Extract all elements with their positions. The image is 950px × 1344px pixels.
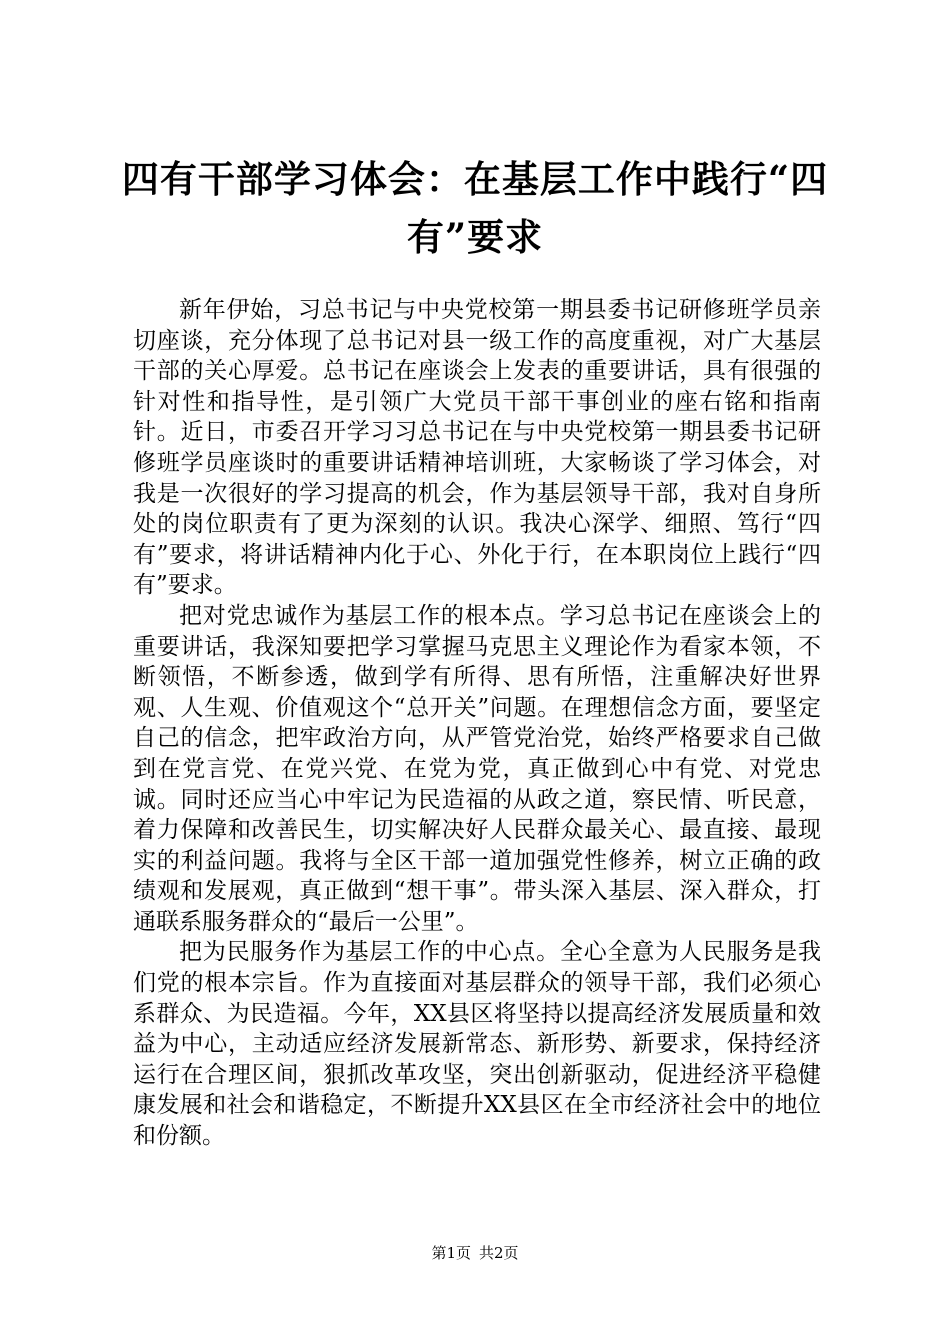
paragraph-1: 新年伊始，习总书记与中央党校第一期县委书记研修班学员亲切座谈，充分体现了总书记对县一级工作的高度重视，对广大基层干部的关心厚爱。总书记在座谈会上发表的重要讲话，具有很强的针对性和指导性，是引领广大党员干部干事创业的座右铭和指南针。近日，市委召开学习习总书记在与中央党校第一期县委书记研修班学员座谈时的重要讲话精神培训班，大家畅谈了学习体会，对我是一次很好的学习提高的机会，作为基层领导干部，我对自身所处的岗位职责有了更为深刻的认识。我决心深学、细照、笃行“四有”要求，将讲话精神内化于心、外化于行，在本职岗位上践行“四有”要求。 (133, 297, 821, 599)
paragraph-2: 把对党忠诚作为基层工作的根本点。学习总书记在座谈会上的重要讲话，我深知要把学习掌握马克思主义理论作为看家本领，不断领悟，不断参透，做到学有所得、思有所悟，注重解决好世界观、人生观、价值观这个“总开关”问题。在理想信念方面，要坚定自己的信念，把牢政治方向，从严管党治党，始终严格要求自己做到在党言党、在党兴党、在党为党，真正做到心中有党、对党忠诚。同时还应当心中牢记为民造福的从政之道，察民情、听民意，着力保障和改善民生，切实解决好人民群众最关心、最直接、最现实的利益问题。我将与全区干部一道加强党性修养，树立正确的政绩观和发展观，真正做到“想干事”。带头深入基层、深入群众，打通联系服务群众的“最后一公里”。 (133, 602, 821, 935)
page-total: 共2页 (479, 1244, 519, 1262)
paragraph-3: 把为民服务作为基层工作的中心点。全心全意为人民服务是我们党的根本宗旨。作为直接面对基层群众的领导干部，我们必须心系群众、为民造福。今年，XX县区将坚持以提高经济发展质量和效益为中心，主动适应经济发展新常态、新形势、新要求，保持经济运行在合理区间，狠抓改革攻坚，突出创新驱动，促进经济平稳健康发展和社会和谐稳定，不断提升XX县区在全市经济社会中的地位和份额。 (133, 939, 821, 1150)
page-number: 第1页 (431, 1244, 471, 1262)
document-title: 四有干部学习体会：在基层工作中践行“四有”要求 (121, 157, 829, 259)
page-footer (0, 1243, 950, 1263)
document-body (133, 295, 821, 1152)
